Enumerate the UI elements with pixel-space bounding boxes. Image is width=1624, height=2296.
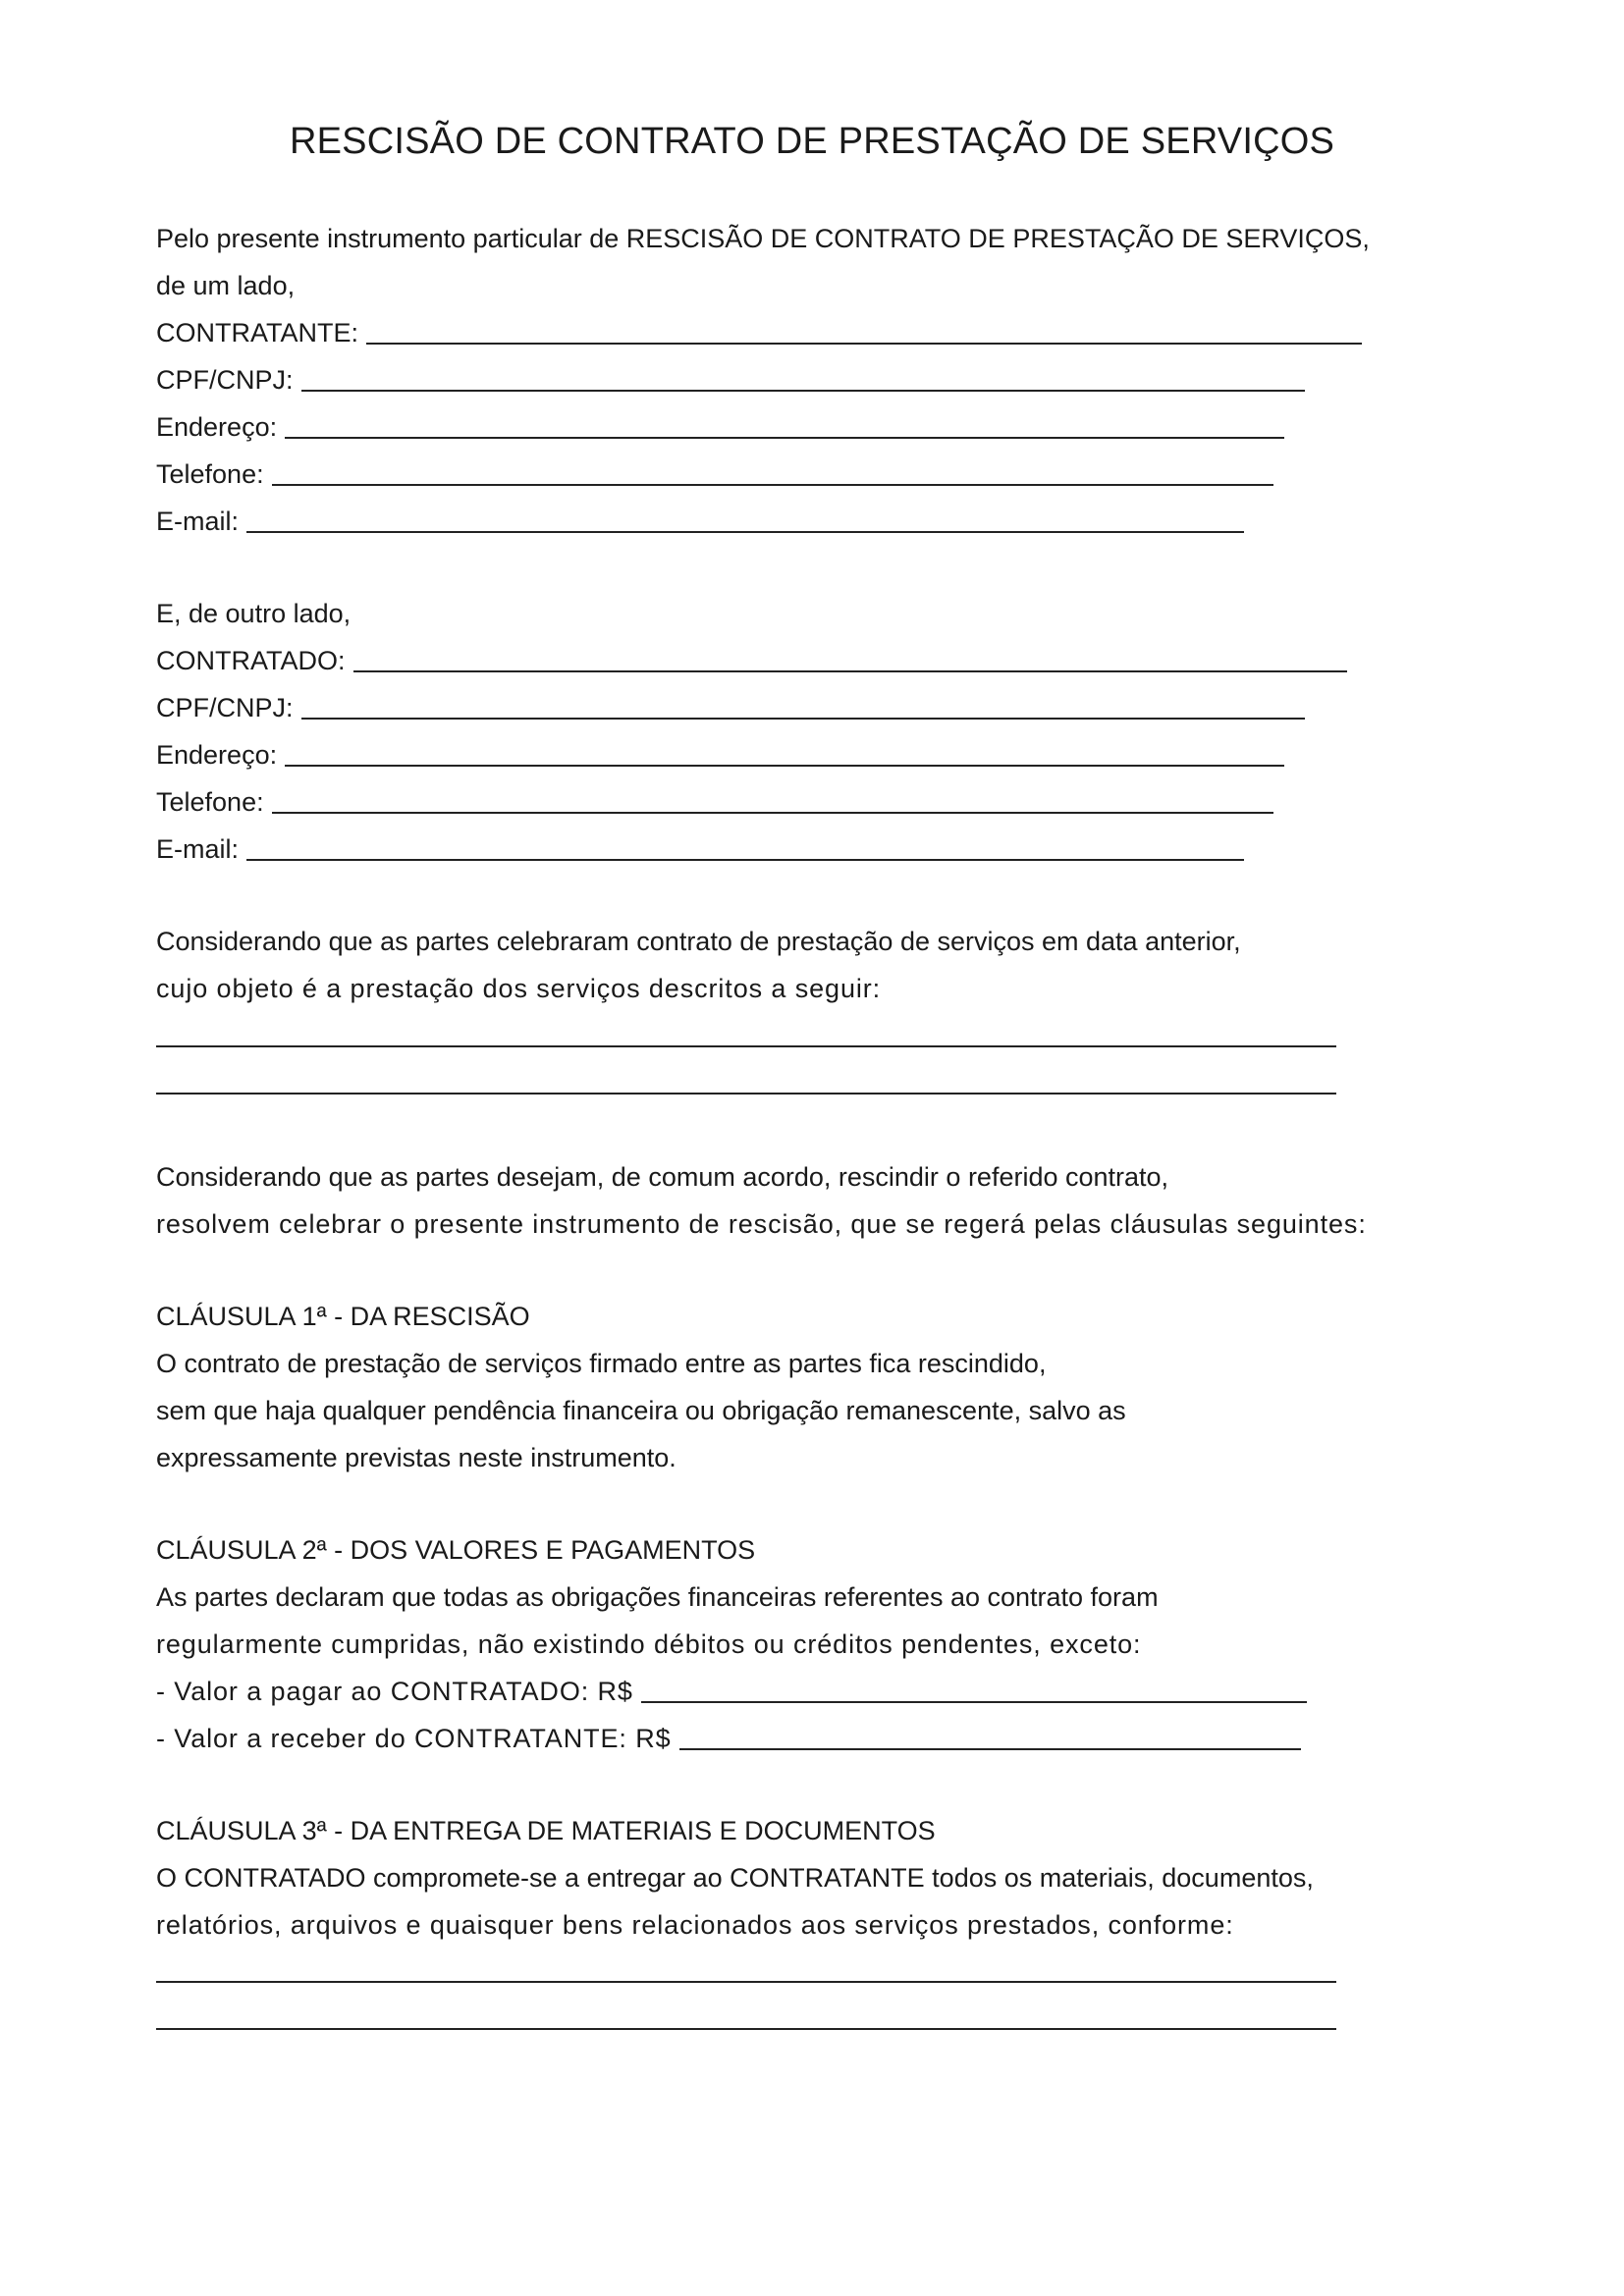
contratante-address-blank[interactable] — [285, 437, 1284, 439]
contratado-name-label: CONTRATADO: — [156, 646, 346, 675]
contratante-phone-field[interactable] — [156, 451, 1273, 498]
considerando-1-line-1: Considerando que as partes celebraram contrato de prestação de serviços em data anterior, — [156, 927, 1241, 956]
clausula-2-heading: CLÁUSULA 2ª - DOS VALORES E PAGAMENTOS — [156, 1535, 756, 1565]
contratante-name-field[interactable] — [156, 309, 1362, 356]
contratante-phone-label: Telefone: — [156, 459, 264, 489]
considerando-2-line-1: Considerando que as partes desejam, de comum acordo, rescindir o referido contrato, — [156, 1162, 1169, 1192]
contratado-phone-blank[interactable] — [272, 812, 1273, 814]
contratante-cpf-field[interactable] — [156, 356, 1305, 403]
contratado-name-blank[interactable] — [353, 670, 1348, 672]
contratado-phone-label: Telefone: — [156, 787, 264, 817]
contratante-address-field[interactable] — [156, 403, 1284, 451]
intro-line-1: Pelo presente instrumento particular de RESCISÃO DE CONTRATO DE PRESTAÇÃO DE SERVIÇOS, — [156, 224, 1370, 253]
contratante-name-label: CONTRATANTE: — [156, 318, 358, 347]
considerando-2-line-2: resolvem celebrar o presente instrumento de rescisão, que se regerá pelas cláusulas seguintes: — [156, 1209, 1367, 1239]
services-description-blank-1[interactable] — [156, 1045, 1336, 1047]
intro-line-2: de um lado, — [156, 271, 296, 300]
clausula-1-line-1: O contrato de prestação de serviços firmado entre as partes fica rescindido, — [156, 1349, 1047, 1378]
contratado-phone-field[interactable] — [156, 778, 1273, 826]
contratante-phone-blank[interactable] — [272, 484, 1273, 486]
valor-receber-field[interactable] — [156, 1715, 1301, 1762]
clausula-3-line-2: relatórios, arquivos e quaisquer bens relacionados aos serviços prestados, conforme: — [156, 1910, 1234, 1940]
valor-receber-label: - Valor a receber do CONTRATANTE: R$ — [156, 1724, 672, 1753]
services-description-blank-2[interactable] — [156, 1093, 1336, 1095]
contratante-cpf-label: CPF/CNPJ: — [156, 365, 294, 395]
clausula-3-heading: CLÁUSULA 3ª - DA ENTREGA DE MATERIAIS E DOCUMENTOS — [156, 1816, 936, 1845]
contratante-email-label: E-mail: — [156, 507, 240, 536]
contratante-address-label: Endereço: — [156, 412, 278, 442]
clausula-3-line-1: O CONTRATADO compromete-se a entregar ao CONTRATANTE todos os materiais, documentos, — [156, 1863, 1314, 1893]
clausula-1-line-2: sem que haja qualquer pendência financeira ou obrigação remanescente, salvo as — [156, 1396, 1126, 1425]
valor-pagar-field[interactable] — [156, 1668, 1307, 1715]
considerando-1-line-2: cujo objeto é a prestação dos serviços descritos a seguir: — [156, 974, 882, 1003]
valor-pagar-blank[interactable] — [641, 1701, 1307, 1703]
clausula-1-heading: CLÁUSULA 1ª - DA RESCISÃO — [156, 1302, 530, 1331]
contratante-cpf-blank[interactable] — [301, 390, 1305, 392]
clausula-2-line-2: regularmente cumpridas, não existindo débitos ou créditos pendentes, exceto: — [156, 1629, 1142, 1659]
contratante-email-blank[interactable] — [246, 531, 1244, 533]
contratado-address-blank[interactable] — [285, 765, 1284, 767]
clausula-2-line-1: As partes declaram que todas as obrigações financeiras referentes ao contrato foram — [156, 1582, 1159, 1612]
contratado-address-label: Endereço: — [156, 740, 278, 770]
contratado-email-label: E-mail: — [156, 834, 240, 864]
contratado-address-field[interactable] — [156, 731, 1284, 778]
contratado-name-field[interactable] — [156, 637, 1347, 684]
materials-blank-2[interactable] — [156, 2028, 1336, 2030]
valor-pagar-label: - Valor a pagar ao CONTRATADO: R$ — [156, 1677, 633, 1706]
other-side-line: E, de outro lado, — [156, 599, 352, 628]
materials-blank-1[interactable] — [156, 1981, 1336, 1983]
contratado-cpf-field[interactable] — [156, 684, 1305, 731]
document-title: RESCISÃO DE CONTRATO DE PRESTAÇÃO DE SERVIÇOS — [289, 121, 1335, 162]
contratante-name-blank[interactable] — [366, 343, 1362, 345]
clausula-1-line-3: expressamente previstas neste instrumento. — [156, 1443, 677, 1472]
contratado-email-blank[interactable] — [246, 859, 1244, 861]
contratado-email-field[interactable] — [156, 826, 1244, 873]
contratado-cpf-blank[interactable] — [301, 718, 1305, 720]
valor-receber-blank[interactable] — [679, 1748, 1301, 1750]
contratante-email-field[interactable] — [156, 498, 1244, 545]
contratado-cpf-label: CPF/CNPJ: — [156, 693, 294, 722]
